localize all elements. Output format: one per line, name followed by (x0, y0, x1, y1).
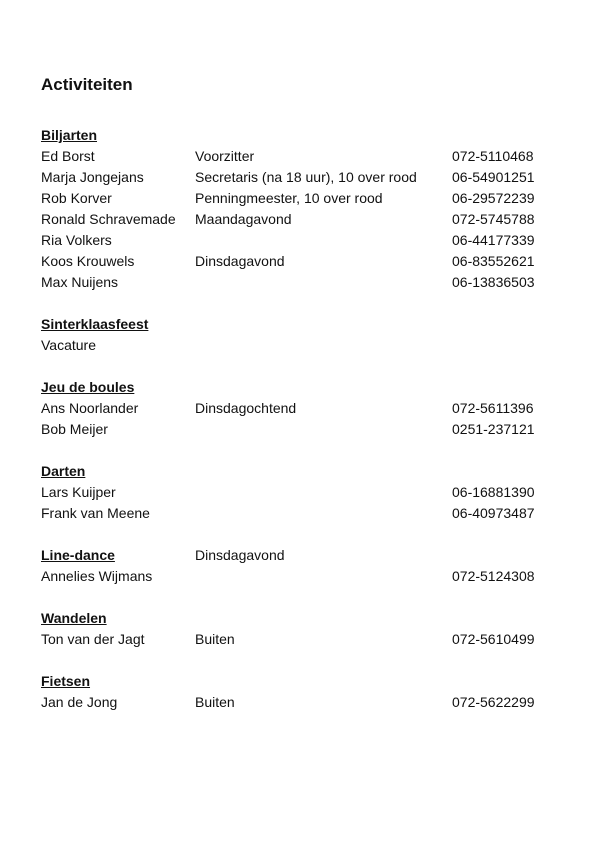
section-line-dance (41, 545, 581, 587)
contact-role: Buiten (195, 631, 235, 647)
contact-name: Lars Kuijper (41, 484, 116, 500)
section-heading: Jeu de boules (41, 379, 135, 395)
contact-row (41, 692, 581, 713)
contact-phone: 06-83552621 (452, 253, 535, 269)
contact-role: Secretaris (na 18 uur), 10 over rood (195, 169, 417, 185)
contact-role: Dinsdagochtend (195, 400, 297, 416)
contact-row (41, 209, 581, 230)
contact-phone: 072-5611396 (452, 400, 534, 416)
contact-role: Buiten (195, 694, 235, 710)
contact-row (41, 629, 581, 650)
contact-row (41, 146, 581, 167)
section-heading-row (41, 608, 581, 629)
contact-row (41, 167, 581, 188)
contact-row (41, 251, 581, 272)
document-page (41, 73, 581, 734)
contact-phone: 06-40973487 (452, 505, 535, 521)
contact-row (41, 188, 581, 209)
section-heading: Darten (41, 463, 86, 479)
page-title: Activiteiten (41, 75, 133, 94)
contact-role (195, 335, 452, 356)
contact-row (41, 335, 581, 356)
contact-name: Ans Noorlander (41, 400, 139, 416)
contact-name: Marja Jongejans (41, 169, 144, 185)
section-note (195, 671, 452, 692)
contact-row (41, 272, 581, 293)
contact-row (41, 230, 581, 251)
contact-role (195, 566, 452, 587)
section-note (195, 314, 452, 335)
section-heading: Fietsen (41, 673, 91, 689)
section-heading-row (41, 545, 581, 566)
section-heading-row (41, 125, 581, 146)
section-sinterklaasfeest (41, 314, 581, 356)
contact-phone: 06-13836503 (452, 274, 535, 290)
section-heading: Biljarten (41, 127, 98, 143)
contact-row (41, 419, 581, 440)
section-heading-row (41, 314, 581, 335)
contact-name: Bob Meijer (41, 421, 108, 437)
contact-phone: 06-29572239 (452, 190, 535, 206)
contact-phone: 072-5622299 (452, 694, 535, 710)
contact-role: Penningmeester, 10 over rood (195, 190, 383, 206)
contact-name: Ronald Schravemade (41, 211, 176, 227)
contact-phone: 06-16881390 (452, 484, 535, 500)
contact-name: Annelies Wijmans (41, 568, 153, 584)
contact-phone: 0251-237121 (452, 421, 535, 437)
contact-name: Rob Korver (41, 190, 112, 206)
section-jeu-de-boules (41, 377, 581, 440)
contact-name: Frank van Meene (41, 505, 150, 521)
contact-phone: 072-5110468 (452, 148, 534, 164)
section-note (195, 125, 452, 146)
section-heading: Sinterklaasfeest (41, 316, 149, 332)
contact-name: Vacature (41, 337, 96, 353)
contact-role (195, 230, 452, 251)
contact-name: Ria Volkers (41, 232, 112, 248)
section-heading-row (41, 671, 581, 692)
contact-name: Jan de Jong (41, 694, 118, 710)
contact-name: Ton van der Jagt (41, 631, 145, 647)
contact-name: Ed Borst (41, 148, 95, 164)
section-fietsen (41, 671, 581, 713)
section-note: Dinsdagavond (195, 547, 285, 563)
contact-name: Koos Krouwels (41, 253, 135, 269)
contact-phone: 072-5610499 (452, 631, 535, 647)
section-darten (41, 461, 581, 524)
contact-role: Voorzitter (195, 148, 255, 164)
contact-row (41, 503, 581, 524)
contact-phone: 06-54901251 (452, 169, 535, 185)
section-heading-row (41, 461, 581, 482)
section-biljarten (41, 125, 581, 293)
contact-phone: 072-5745788 (452, 211, 535, 227)
contact-role (195, 419, 452, 440)
contact-phone: 072-5124308 (452, 568, 535, 584)
contact-row (41, 482, 581, 503)
section-heading: Line-dance (41, 547, 115, 563)
contact-role (195, 482, 452, 503)
contact-phone: 06-44177339 (452, 232, 535, 248)
contact-role: Dinsdagavond (195, 253, 285, 269)
contact-phone (452, 335, 552, 356)
section-note (195, 461, 452, 482)
contact-role (195, 503, 452, 524)
section-heading: Wandelen (41, 610, 107, 626)
section-heading-row (41, 377, 581, 398)
contact-role: Maandagavond (195, 211, 292, 227)
section-note (195, 608, 452, 629)
contact-row (41, 398, 581, 419)
contact-role (195, 272, 452, 293)
contact-name: Max Nuijens (41, 274, 119, 290)
contact-row (41, 566, 581, 587)
section-wandelen (41, 608, 581, 650)
section-note (195, 377, 452, 398)
